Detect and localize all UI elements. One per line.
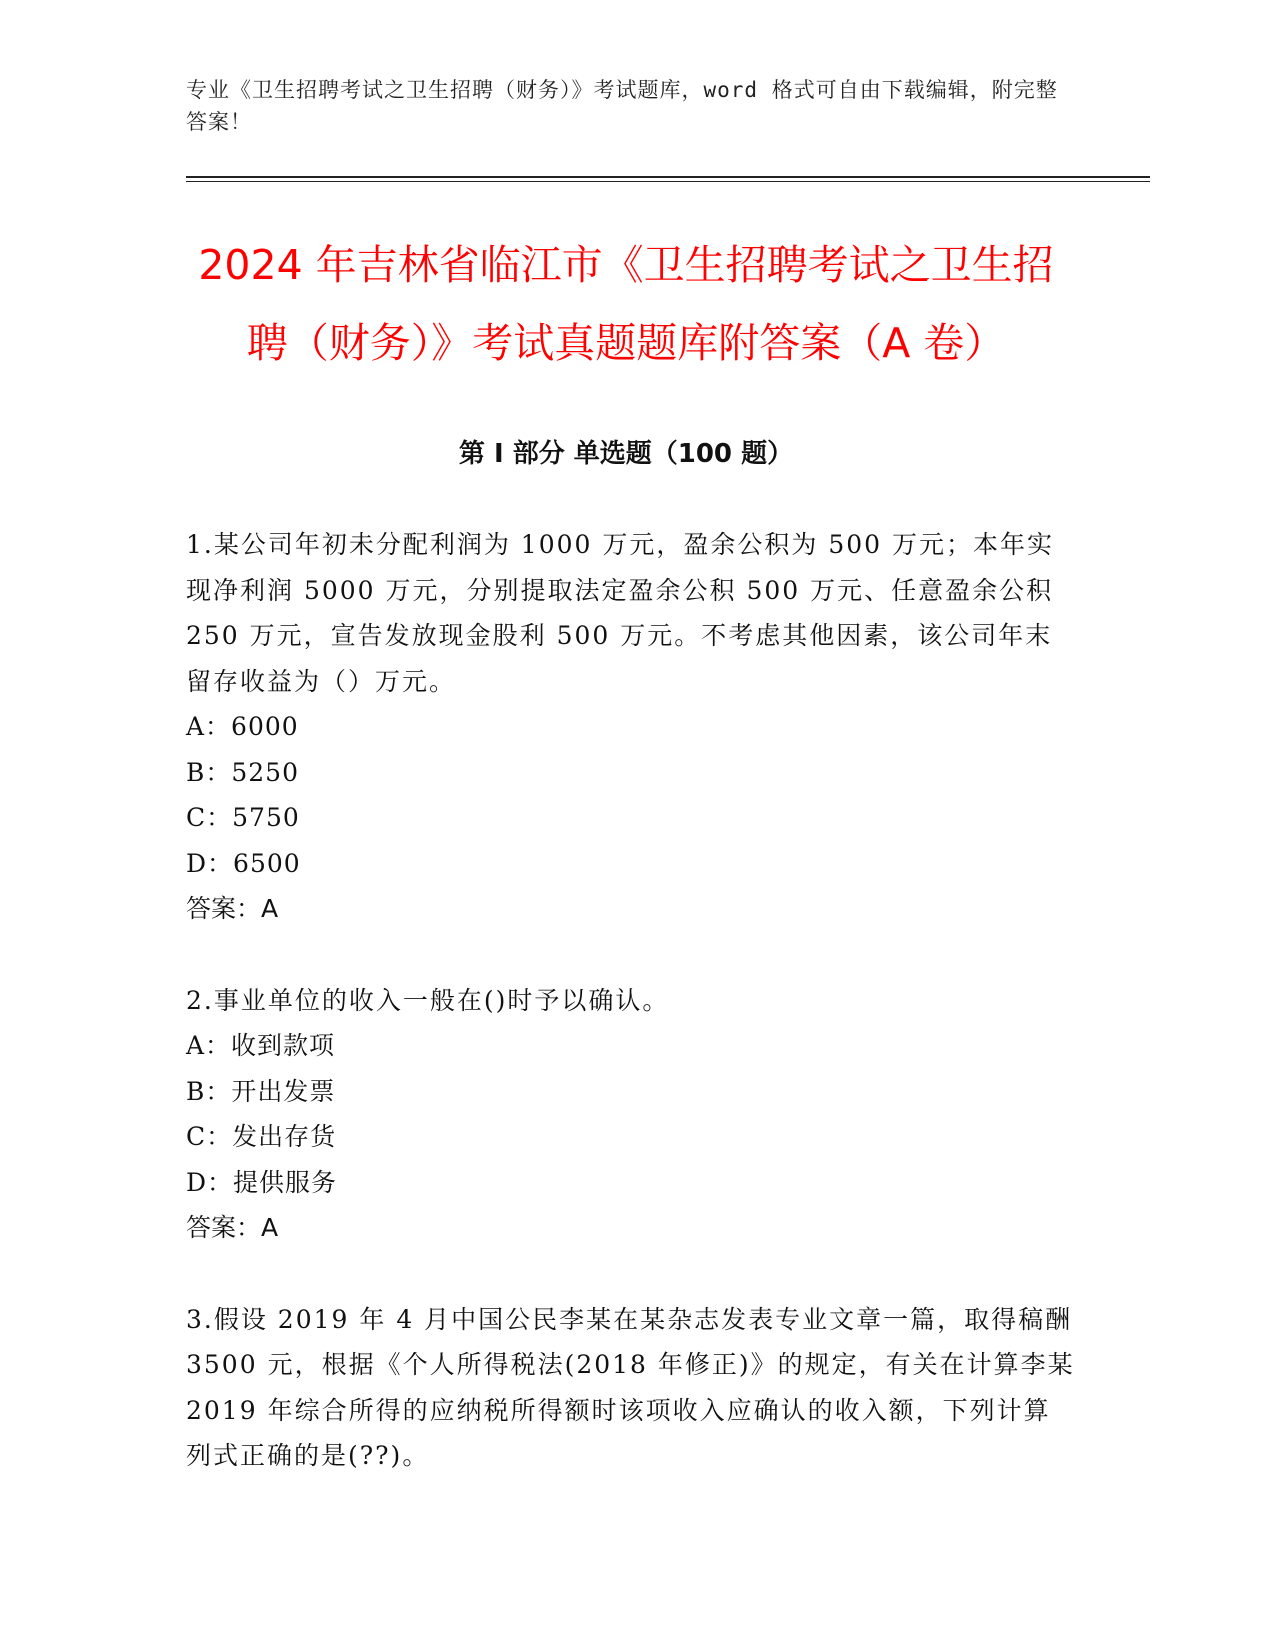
header-rule-thick [186,176,1150,178]
question-2-answer: 答案：A [186,1213,279,1242]
header-note: 专业《卫生招聘考试之卫生招聘（财务）》考试题库，word 格式可自由下载编辑，附完整答案！ [186,78,1058,134]
document-title: 2024 年吉林省临江市《卫生招聘考试之卫生招聘（财务）》考试真题题库附答案（A 卷） [198,241,1054,367]
question-list [186,522,1076,1525]
question-2-option-c: C：发出存货 [186,1122,337,1151]
question-2-option-b: B：开出发票 [186,1076,336,1106]
question-2-text: 2.事业单位的收入一般在()时予以确认。 [186,985,670,1015]
question-2 [186,978,1076,1251]
header-rule-thin [186,181,1150,182]
question-2-option-d: D：提供服务 [186,1167,338,1197]
question-2-option-a: A：收到款项 [186,1031,336,1060]
question-3 [186,1297,1076,1479]
question-1-option-d: D：6500 [186,848,301,878]
question-1-text: 1.某公司年初未分配利润为 1000 万元，盈余公积为 500 万元；本年实现净利润 5000 万元，分别提取法定盈余公积 500 万元、任意盈余公积 250 万元，宣告发放现金股利 500 万元。不考虑其他因素，该公司年末留存收益为（）万元。 [186,530,1054,696]
question-1-answer: 答案：A [186,894,279,923]
question-1 [186,522,1076,932]
section-title: 第 I 部分 单选题（100 题） [458,439,794,469]
question-1-option-c: C：5750 [186,803,300,832]
question-3-text: 3.假设 2019 年 4 月中国公民李某在某杂志发表专业文章一篇，取得稿酬 3500 元，根据《个人所得税法(2018 年修正)》的规定，有关在计算李某 2019 年综合所得的应纳税所得额时该项收入应确认的收入额，下列计算列式正确的是(??)。 [186,1304,1075,1470]
question-1-option-b: B：5250 [186,757,299,787]
question-1-option-a: A：6000 [186,712,299,741]
